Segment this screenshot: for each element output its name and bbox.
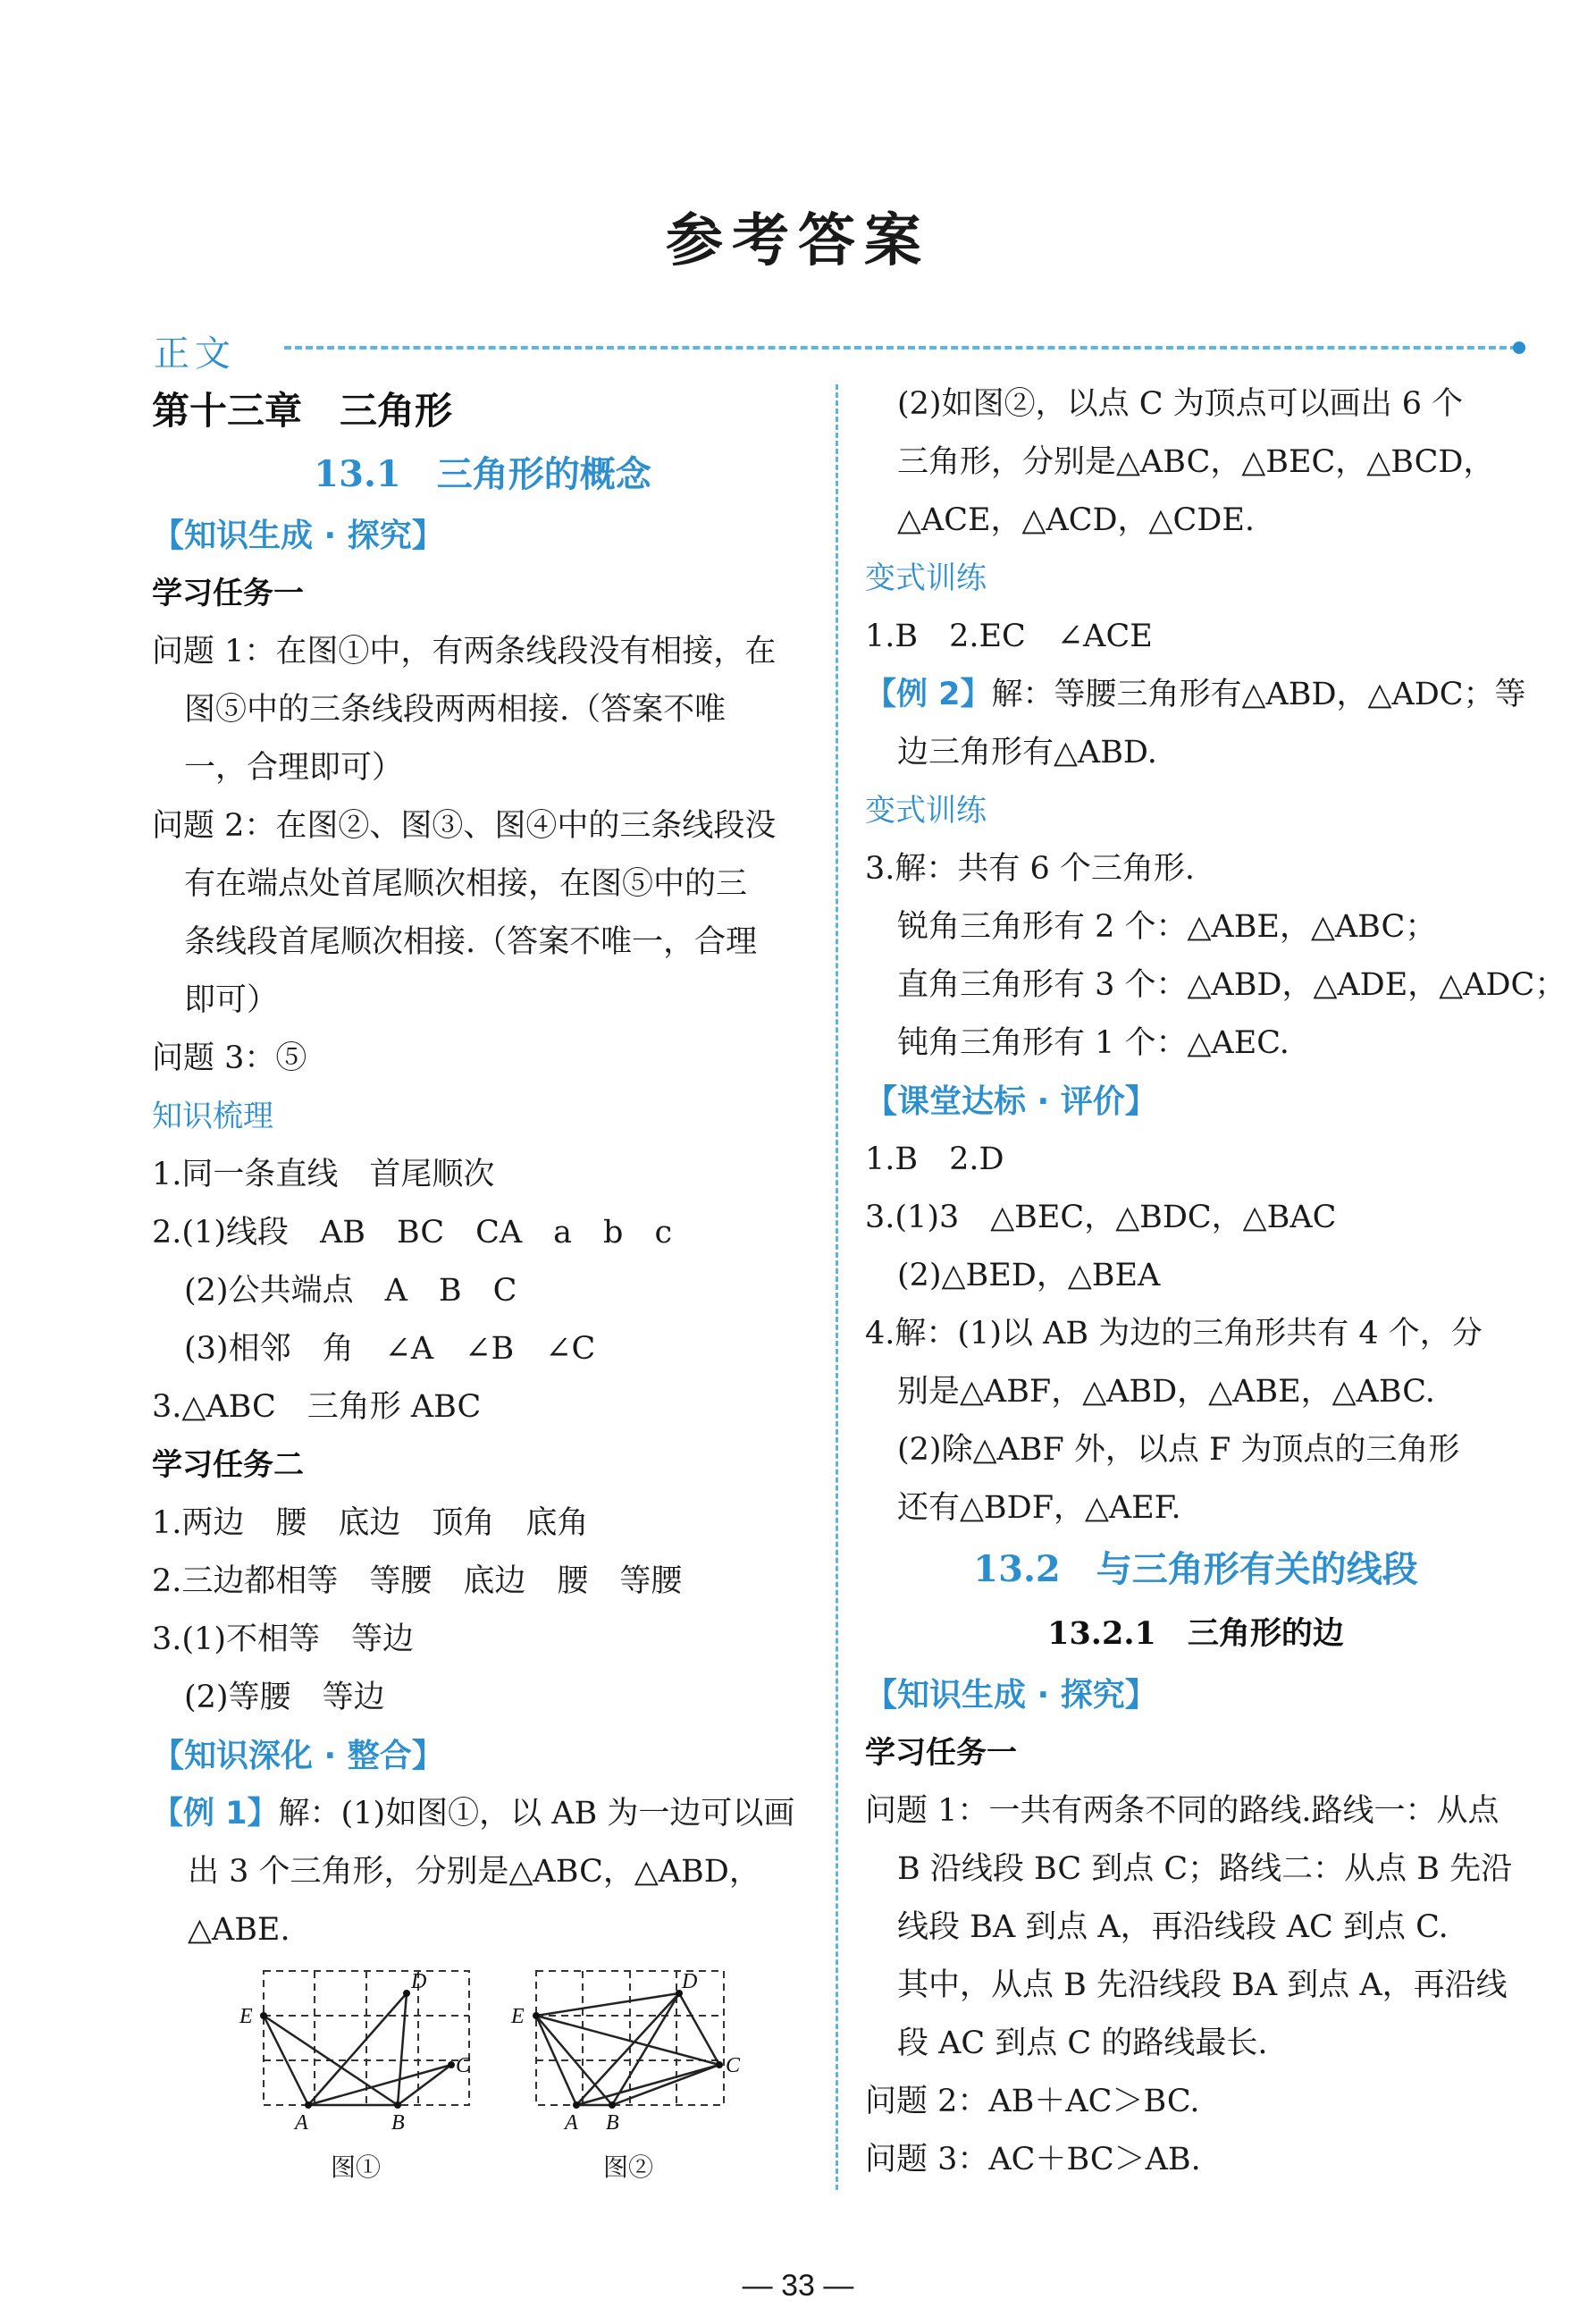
- answer-line: (2)如图②，以点 C 为顶点可以画出 6 个: [897, 386, 1464, 422]
- heading-classroom-evaluation: 【课堂达标 · 评价】: [865, 1083, 1157, 1120]
- answer-line: 问题 2：在图②、图③、图④中的三条线段没: [152, 808, 777, 844]
- right-column: [865, 375, 1567, 2189]
- section-title: 13.1 三角形的概念: [314, 453, 651, 495]
- fig-label: C: [456, 2054, 471, 2077]
- answer-line: 1.同一条直线 首尾顺次: [152, 1157, 495, 1192]
- answer-line: 线段 BA 到点 A，再沿线段 AC 到点 C.: [897, 1909, 1449, 1945]
- figures: [152, 1966, 813, 2182]
- example-label: 【例 2】: [865, 677, 992, 712]
- fig-label: D: [682, 1970, 698, 1993]
- triangle-figures: [152, 1966, 813, 2172]
- section-divider: [284, 346, 1517, 350]
- figure-caption: 图②: [603, 2152, 654, 2182]
- answer-line: 1.两边 腰 底边 顶角 底角: [152, 1505, 589, 1541]
- fig-label: A: [295, 2111, 308, 2135]
- figure-caption: 图①: [331, 2152, 382, 2182]
- answer-line: 条线段首尾顺次相接.（答案不唯一，合理: [184, 924, 758, 960]
- answer-line: 3.(1)3 △BEC，△BDC，△BAC: [865, 1200, 1337, 1235]
- fig-label: C: [726, 2054, 741, 2077]
- column-divider: [836, 384, 838, 2190]
- subsection-title: 13.2.1 三角形的边: [1047, 1615, 1344, 1652]
- answer-line: 3.(1)不相等 等边: [152, 1621, 414, 1657]
- section-label: 正文: [154, 333, 236, 375]
- answer-line: 其中，从点 B 先沿线段 BA 到点 A，再沿线: [897, 1967, 1508, 2003]
- answer-line: 即可）: [184, 982, 279, 1018]
- answer-line: 段 AC 到点 C 的路线最长.: [897, 2025, 1268, 2061]
- subheading-variant-training: 变式训练: [865, 793, 987, 829]
- fig-label: B: [606, 2111, 619, 2135]
- subheading-variant-training: 变式训练: [865, 560, 987, 596]
- task-heading: 学习任务一: [865, 1735, 1017, 1771]
- heading-knowledge-generation: 【知识生成 · 探究】: [152, 518, 444, 554]
- task-heading: 学习任务一: [152, 576, 304, 611]
- answer-line: 别是△ABF，△ABD，△ABE，△ABC.: [897, 1374, 1435, 1410]
- answer-line: 4.解：(1)以 AB 为边的三角形共有 4 个，分: [865, 1316, 1483, 1352]
- answer-line: 出 3 个三角形，分别是△ABC，△ABD，: [188, 1854, 760, 1890]
- task-heading: 学习任务二: [152, 1447, 304, 1483]
- fig-label: E: [511, 2005, 525, 2028]
- subheading-knowledge-sort: 知识梳理: [152, 1099, 273, 1134]
- answer-line: 钝角三角形有 1 个：△AEC.: [897, 1025, 1289, 1061]
- answer-line: 1.B 2.D: [865, 1141, 1004, 1177]
- answer-line: 问题 3：AC＋BC＞AB.: [865, 2142, 1201, 2177]
- fig-label: B: [391, 2111, 405, 2135]
- answer-line: 问题 2：AB＋AC＞BC.: [865, 2084, 1200, 2119]
- answer-line: B 沿线段 BC 到点 C；路线二：从点 B 先沿: [897, 1851, 1513, 1887]
- chapter-title: 第十三章 三角形: [152, 389, 453, 433]
- answer-line: 3.解：共有 6 个三角形.: [865, 851, 1196, 887]
- answer-line: (3)相邻 角 ∠A ∠B ∠C: [184, 1331, 596, 1367]
- answer-line: 问题 1：一共有两条不同的路线.路线一：从点: [865, 1793, 1499, 1829]
- example-label: 【例 1】: [152, 1796, 279, 1832]
- answer-line: 有在端点处首尾顺次相接，在图⑤中的三: [184, 866, 748, 902]
- answer-line: 边三角形有△ABD.: [897, 735, 1157, 771]
- fig-label: E: [239, 2005, 253, 2028]
- page-title: 参考答案: [666, 207, 930, 274]
- answer-line: (2)除△ABF 外，以点 F 为顶点的三角形: [897, 1432, 1460, 1468]
- answer-line: 问题 3：⑤: [152, 1040, 307, 1076]
- answer-line: 2.(1)线段 AB BC CA a b c: [152, 1215, 673, 1251]
- answer-line: 还有△BDF，△AEF.: [897, 1490, 1181, 1526]
- answer-line: 直角三角形有 3 个：△ABD，△ADE，△ADC；: [897, 967, 1567, 1003]
- fig-label: D: [411, 1970, 427, 1993]
- heading-knowledge-deepening: 【知识深化 · 整合】: [152, 1738, 444, 1774]
- answer-line: 解：等腰三角形有△ABD，△ADC；等: [991, 677, 1526, 712]
- answer-line: 解：(1)如图①，以 AB 为一边可以画: [278, 1796, 795, 1832]
- answer-line: 3.△ABC 三角形 ABC: [152, 1389, 482, 1425]
- answer-line: (2)等腰 等边: [184, 1680, 385, 1715]
- answer-line: (2)△BED，△BEA: [897, 1258, 1161, 1293]
- answer-line: 图⑤中的三条线段两两相接.（答案不唯: [184, 692, 727, 728]
- answer-line: 三角形，分别是△ABC，△BEC，△BCD，: [897, 444, 1495, 480]
- answer-line: △ACE，△ACD，△CDE.: [897, 502, 1255, 538]
- left-column: [152, 380, 813, 2182]
- answer-line: 一，合理即可）: [184, 750, 404, 786]
- fig-label: A: [565, 2111, 578, 2135]
- heading-knowledge-generation: 【知识生成 · 探究】: [865, 1677, 1157, 1714]
- section-title: 13.2 与三角形有关的线段: [973, 1548, 1418, 1590]
- answer-line: 锐角三角形有 2 个：△ABE，△ABC；: [897, 909, 1437, 945]
- answer-line: 1.B 2.EC ∠ACE: [865, 619, 1153, 654]
- answer-line: △ABE.: [188, 1912, 290, 1948]
- answer-line: 2.三边都相等 等腰 底边 腰 等腰: [152, 1563, 683, 1599]
- page-number: — 33 —: [742, 2269, 854, 2303]
- answer-line: (2)公共端点 A B C: [184, 1273, 517, 1309]
- divider-end-dot: [1513, 341, 1525, 354]
- answer-line: 问题 1：在图①中，有两条线段没有相接，在: [152, 634, 777, 670]
